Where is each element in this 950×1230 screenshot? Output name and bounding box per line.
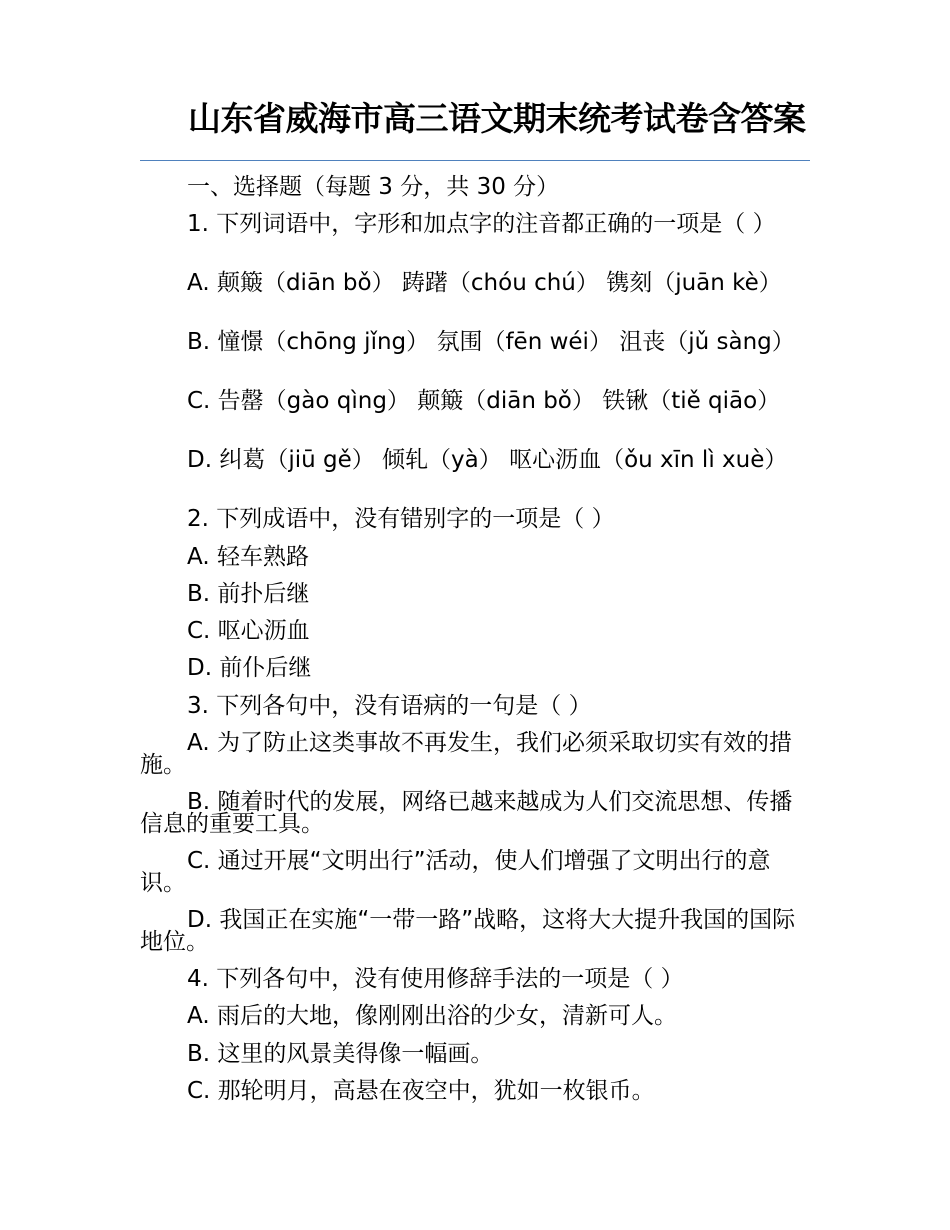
question-4-option-c: C. 那轮明月，高悬在夜空中，犹如一枚银币。	[187, 1077, 655, 1104]
question-4-option-a: A. 雨后的大地，像刚刚出浴的少女，清新可人。	[187, 1003, 677, 1030]
question-3-option-d: D. 我国正在实施“一带一路”战略，这将大大提升我国的国际地位。	[140, 907, 796, 956]
section-heading: 一、选择题（每题 3 分，共 30 分）	[187, 174, 560, 200]
question-2-option-c: C. 呕心沥血	[187, 618, 310, 645]
question-1-option-a: A. 颠簸（diān bǒ） 踌躇（chóu chú） 镌刻（juān kè）	[187, 270, 782, 297]
page-title: 山东省威海市高三语文期末统考试卷含答案	[188, 99, 806, 138]
question-2-option-d: D. 前仆后继	[187, 655, 312, 682]
question-4-option-b: B. 这里的风景美得像一幅画。	[187, 1040, 494, 1067]
question-3: 3. 下列各句中，没有语病的一句是（ ）	[187, 692, 592, 719]
question-2-option-b: B. 前扑后继	[187, 580, 310, 607]
question-1-option-b: B. 憧憬（chōng jǐng） 氛围（fēn wéi） 沮丧（jǔ sàng）	[187, 329, 795, 356]
title-divider	[140, 160, 810, 161]
question-4: 4. 下列各句中，没有使用修辞手法的一项是（ ）	[187, 966, 684, 993]
question-1-option-d: D. 纠葛（jiū gě） 倾轧（yà） 呕心沥血（ǒu xīn lì xuè）	[187, 447, 788, 474]
question-2-option-a: A. 轻车熟路	[187, 543, 309, 570]
question-2: 2. 下列成语中，没有错别字的一项是（ ）	[187, 506, 615, 533]
question-1: 1. 下列词语中，字形和加点字的注音都正确的一项是（ ）	[187, 211, 776, 238]
question-3-option-a: A. 为了防止这类事故不再发生，我们必须采取切实有效的措施。	[140, 730, 792, 779]
question-3-option-b: B. 随着时代的发展，网络已越来越成为人们交流思想、传播信息的重要工具。	[140, 789, 793, 838]
document-body	[140, 176, 800, 1117]
question-3-option-c: C. 通过开展“文明出行”活动，使人们增强了文明出行的意识。	[140, 848, 771, 897]
question-1-option-c: C. 告罄（gào qìng） 颠簸（diān bǒ） 铁锹（tiě qiāo）	[187, 388, 781, 415]
